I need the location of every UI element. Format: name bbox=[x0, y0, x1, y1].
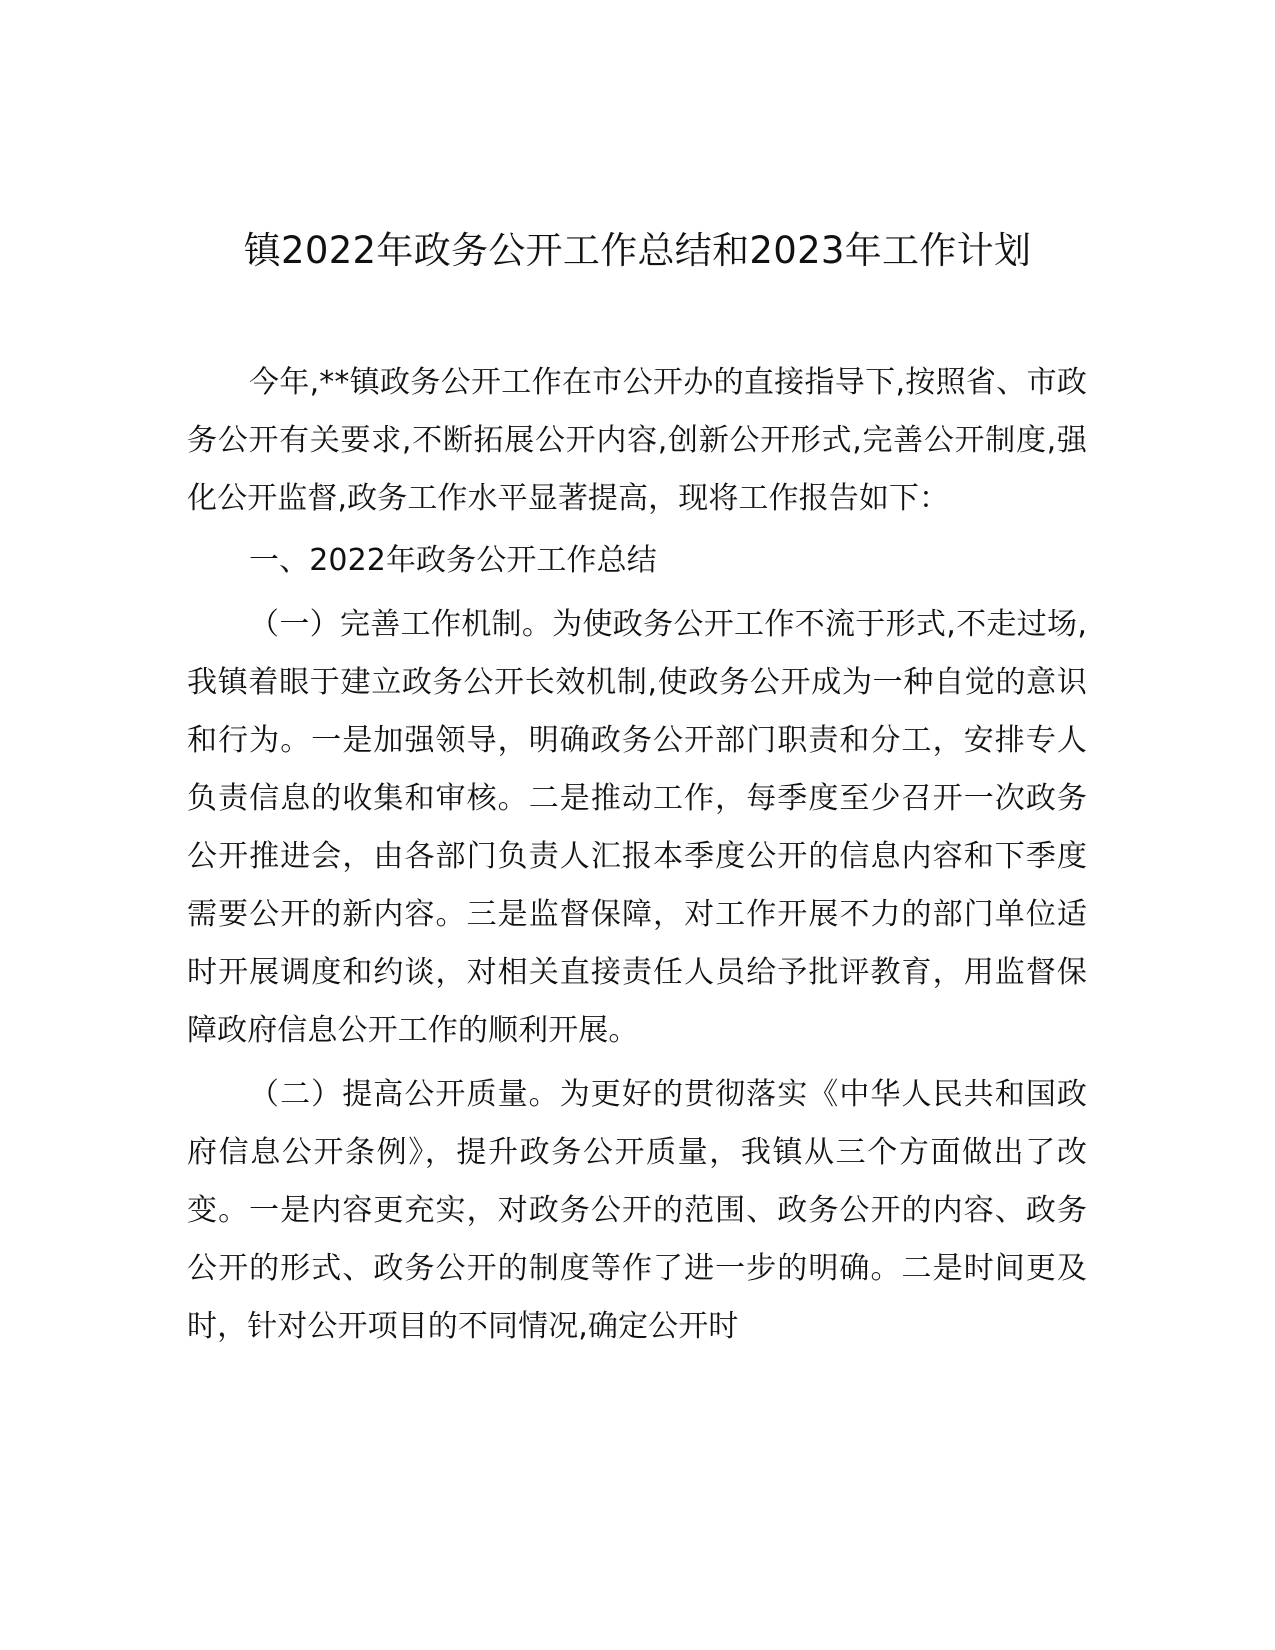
body-paragraph: （二）提高公开质量。为更好的贯彻落实《中华人民共和国政府信息公开条例》，提升政务公开质量，我镇从三个方面做出了改变。一是内容更充实，对政务公开的范围、政务公开的内容、政务公开的形式、政务公开的制度等作了进一步的明确。二是时间更及时，针对公开项目的不同情况,确定公开时 bbox=[187, 1077, 1087, 1344]
body-paragraph: （一）完善工作机制。为使政务公开工作不流于形式,不走过场,我镇着眼于建立政务公开长效机制,使政务公开成为一种自觉的意识和行为。一是加强领导，明确政务公开部门职责和分工，安排专人负责信息的收集和审核。二是推动工作，每季度至少召开一次政务公开推进会，由各部门负责人汇报本季度公开的信息内容和下季度需要公开的新内容。三是监督保障，对工作开展不力的部门单位适时开展调度和约谈，对相关直接责任人员给予批评教育，用监督保障政府信息公开工作的顺利开展。 bbox=[187, 607, 1087, 1048]
document-title: 镇2022年政务公开工作总结和2023年工作计划 bbox=[243, 229, 1032, 272]
document-body bbox=[187, 354, 1087, 1356]
intro-paragraph: 今年,**镇政务公开工作在市公开办的直接指导下,按照省、市政务公开有关要求,不断拓展公开内容,创新公开形式,完善公开制度,强化公开监督,政务工作水平显著提高，现将工作报告如下： bbox=[187, 365, 1087, 516]
section-heading: 一、2022年政务公开工作总结 bbox=[249, 543, 657, 578]
